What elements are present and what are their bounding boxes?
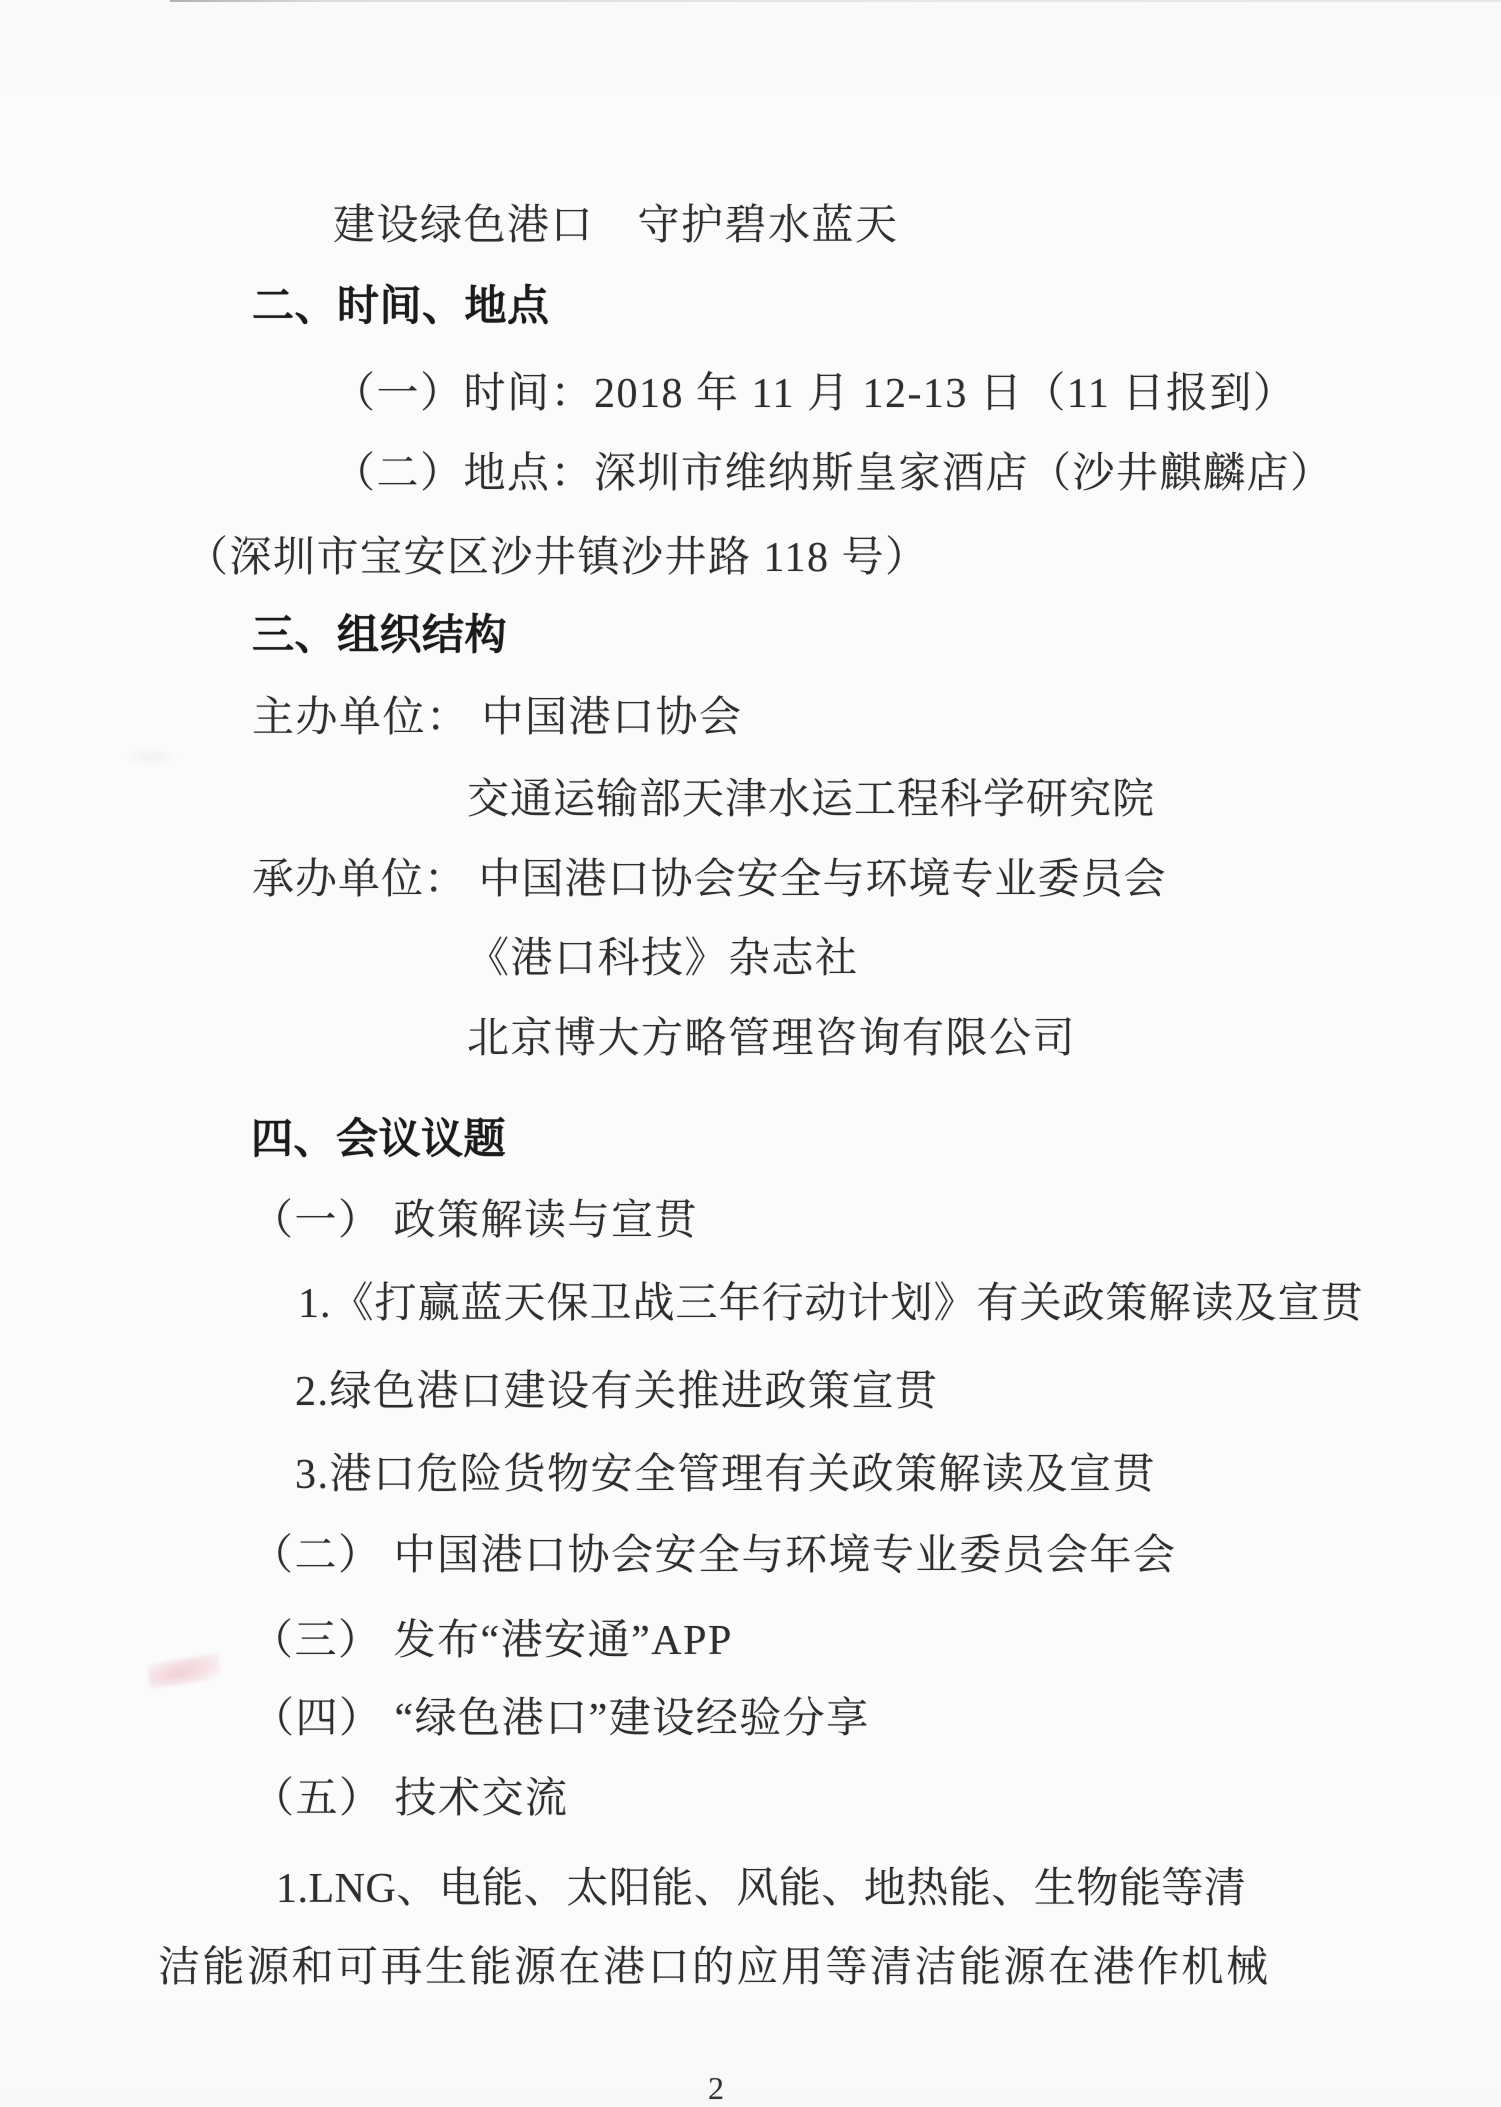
co-organizer-line-2: 《港口科技》杂志社	[467, 936, 859, 982]
slogan-line: 建设绿色港口 守护碧水蓝天	[333, 203, 899, 249]
topic-2-line: （二） 中国港口协会安全与环境专业委员会年会	[251, 1533, 1177, 1579]
co-organizer-line-3: 北京博大方略管理咨询有限公司	[467, 1016, 1077, 1062]
time-item-line: （一）时间：2018 年 11 月 12-13 日（11 日报到）	[333, 371, 1297, 417]
co-organizer-line-1: 承办单位： 中国港口协会安全与环境专业委员会	[252, 857, 1167, 903]
host-organizer-line-2: 交通运输部天津水运工程科学研究院	[467, 777, 1156, 823]
address-line: （深圳市宝安区沙井镇沙井路 118 号）	[186, 535, 929, 581]
scan-gray-smear-artifact	[120, 748, 180, 766]
topic-1-item-2-line: 2.绿色港口建设有关推进政策宣贯	[295, 1369, 939, 1415]
section-organization-heading: 三、组织结构	[252, 613, 508, 659]
topic-4-line: （四） “绿色港口”建设经验分享	[252, 1696, 870, 1742]
section-topics-heading: 四、会议议题	[251, 1117, 507, 1163]
place-item-line: （二）地点：深圳市维纳斯皇家酒店（沙井麒麟店）	[333, 451, 1334, 497]
scan-pink-smudge-artifact	[147, 1653, 222, 1689]
section-time-place-heading: 二、时间、地点	[252, 284, 550, 330]
host-organizer-line-1: 主办单位： 中国港口协会	[252, 695, 743, 741]
topic-3-line: （三） 发布“港安通”APP	[251, 1618, 733, 1664]
topic-1-item-3-line: 3.港口危险货物安全管理有关政策解读及宣贯	[295, 1452, 1157, 1498]
topic-5-line: （五） 技术交流	[252, 1776, 569, 1822]
scan-top-edge-artifact	[170, 0, 1501, 2]
topic-1-item-1-line: 1.《打赢蓝天保卫战三年行动计划》有关政策解读及宣贯	[298, 1281, 1364, 1327]
topic-1-line: （一） 政策解读与宣贯	[251, 1198, 699, 1244]
page-number: 2	[708, 2070, 724, 2106]
topic-5-item-1-line-2: 洁能源和可再生能源在港口的应用等清洁能源在港作机械	[158, 1945, 1271, 1991]
topic-5-item-1-line-1: 1.LNG、电能、太阳能、风能、地热能、生物能等清	[276, 1866, 1247, 1912]
